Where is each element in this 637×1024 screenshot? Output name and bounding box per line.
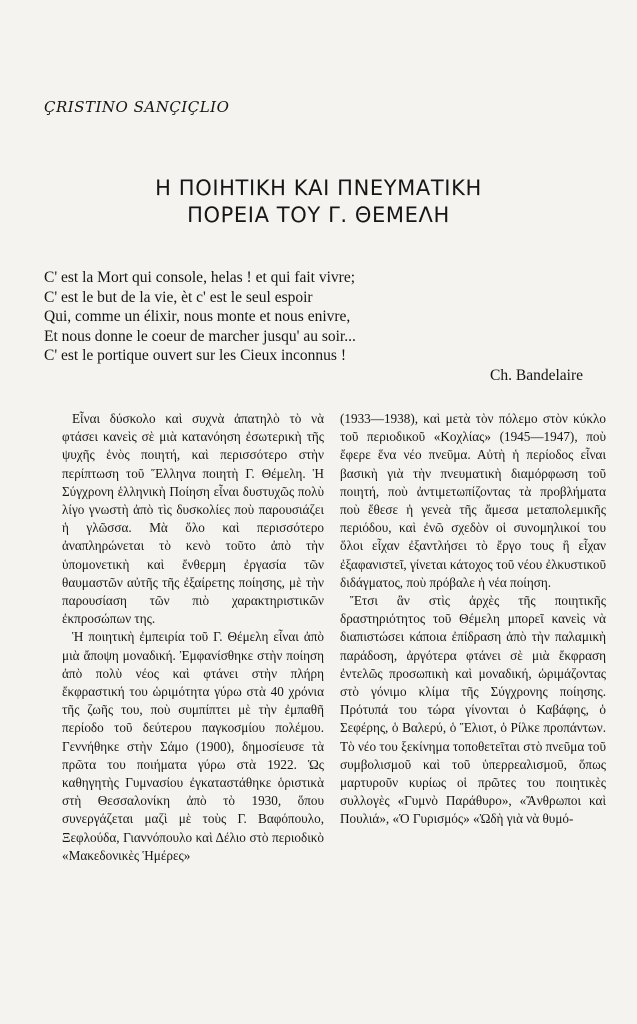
epigraph-line: C' est le portique ouvert sur les Cieux inconnus ! xyxy=(44,347,346,364)
epigraph xyxy=(44,268,589,385)
text-column-right xyxy=(340,410,606,829)
paragraph: Εἶναι δύσκολο καὶ συχνὰ ἀπατηλὸ τὸ νὰ φτάσει κανεὶς σὲ μιὰ κατανόηση ἐσωτερικὴ τῆς ψυχῆς ἑνὸς ποιητή, καὶ περισσότερο στὴν περίπτωση τοῦ Ἕλληνα ποιητὴ Γ. Θέμελη. Ἡ Σύγχρονη ἑλληνικὴ Ποίηση εἶναι δυστυχῶς πολὺ λίγο γνωστὴ ἀπὸ τὶς δυσκολίες ποὺ παρουσιάζει ἡ γλῶσσα. Μὰ ὅλο καὶ περισσότερο ἀναπληρώνεται τὸ κενὸ τοῦτο ἀπὸ τὴν ὑπομονετικὴ καὶ ἔνθερμη ἐργασία τῶν θαυμαστῶν αὐτῆς τῆς ἐξαίρετης ποίησης, μὲ τὴν παρουσίαση τῶν πιὸ χαρακτηριστικῶν ἐκπροσώπων της. xyxy=(62,411,324,627)
epigraph-signature: Ch. Bandelaire xyxy=(490,366,583,384)
title-line-1: Η ΠΟΙΗΤΙΚΗ ΚΑΙ ΠΝΕΥΜΑΤΙΚΗ xyxy=(155,176,482,200)
article-title xyxy=(0,175,637,229)
epigraph-line: C' est la Mort qui console, helas ! et qui fait vivre; xyxy=(44,269,355,286)
paragraph: Ἔτσι ἂν στὶς ἀρχὲς τῆς ποιητικῆς δραστηριότητος τοῦ Θέμελη μπορεῖ κανεὶς νὰ διαπιστώσει κάποια ἐπίδραση ἀπὸ τὴν παλαμικὴ παράδοση, ἀργότερα φτάνει σὲ μιὰ ἔκφραση ἐντελῶς προσωπικὴ καὶ μοναδική, ὡριμάζοντας στὸ γόνιμο κλίμα τῆς Σύγχρονης ποίησης. Πρότυπά του τώρα γίνονται ὁ Καβάφης, ὁ Σεφέρης, ὁ Βαλερύ, ὁ Ἔλιοτ, ὁ Ρίλκε προπάντων. Τὸ νέο του ξεκίνημα τοποθετεῖται στὸ πνεῦμα τοῦ συμβολισμοῦ καὶ τοῦ ὑπερρεαλισμοῦ, ὅπως μαρτυροῦν κυρίως οἱ πρῶτες του ποιητικὲς συλλογὲς «Γυμνὸ Παράθυρο», «Ἄνθρωποι καὶ Πουλιά», «Ὁ Γυρισμός» «Ὠδὴ γιὰ νὰ θυμό- xyxy=(340,593,606,827)
text-column-left xyxy=(62,410,324,865)
title-line-2: ΠΟΡΕΙΑ ΤΟΥ Γ. ΘΕΜΕΛΗ xyxy=(187,203,450,227)
paragraph: Ἡ ποιητικὴ ἐμπειρία τοῦ Γ. Θέμελη εἶναι ἀπὸ μιὰ ἄποψη μοναδική. Ἐμφανίσθηκε στὴν ποίηση ἀπὸ πολὺ νέος καὶ φτάνει στὴν πλήρη ἔκφραστική του ὡριμότητα γύρω στὰ 40 χρόνια τῆς ζωῆς του, ποὺ συμπίπτει μὲ τὴν ἐμπαθῆ περίοδο τοῦ δεύτερου παγκοσμίου πολέμου. Γεννήθηκε στὴν Σάμο (1900), δημοσίευσε τὰ πρῶτα του ποιήματα γύρω στὰ 1922. Ὡς καθηγητὴς Γυμνασίου ἐγκαταστάθηκε ὁριστικὰ στὴ Θεσσαλονίκη ἀπὸ τὸ 1930, ὅπου συνεργάζεται μαζὶ μὲ τοὺς Γ. Βαφόπουλο, Ξεφλούδα, Γιαννόπουλο καὶ Δέλιο στὸ περιοδικὸ «Μακεδονικὲς Ἡμέρες» xyxy=(62,629,324,863)
author-name: ÇRISTINO SANÇIÇLIO xyxy=(44,98,230,116)
epigraph-line: Qui, comme un élixir, nous monte et nous enivre, xyxy=(44,308,351,325)
epigraph-line: Et nous donne le coeur de marcher jusqu' au soir... xyxy=(44,327,356,345)
epigraph-line: C' est le but de la vie, èt c' est le seul espoir xyxy=(44,288,313,306)
paragraph: (1933—1938), καὶ μετὰ τὸν πόλεμο στὸν κύκλο τοῦ περιοδικοῦ «Κοχλίας» (1945—1947), ποὺ ἔφερε ἕνα νέο πνεῦμα. Αὐτὴ ἡ περίοδος εἶναι βασικὴ γιὰ τὴν πνευματικὴ διαμόρφωση τοῦ ποιητή, ποὺ ἀντιμετωπίζοντας τὰ προβλήματα ποὺ ἔθεσε ἡ γενεὰ τῆς ἄμεσα μεταπολεμικῆς περιόδου, καὶ ἐνῶ σχεδὸν οἱ συνομηλικοί του ὅλοι εἶχαν ἐξαντλήσει τὸ ἔργο τους ἢ εἶχαν ἐξαφανιστεῖ, γίνεται κάτοχος τοῦ νέου ἐλκυστικοῦ διδάγματος, ποὺ πρόβαλε ἡ νέα ποίηση. xyxy=(340,411,606,590)
